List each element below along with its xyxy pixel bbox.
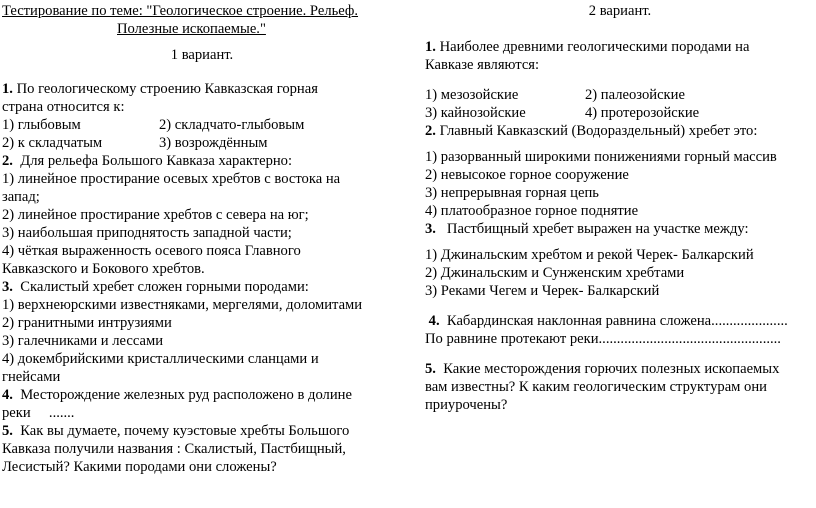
- v2-question-2: [425, 122, 815, 220]
- v2-q1-options-row-1: [425, 86, 815, 104]
- v1-q1-text-2: страна относится к:: [2, 99, 125, 115]
- v1-q1-options-row-1: [2, 116, 402, 134]
- v2-q3-option: 2) Джинальским и Сунженским хребтами: [425, 265, 685, 281]
- v2-question-4: [425, 312, 815, 348]
- v1-q1-number: 1.: [2, 81, 13, 97]
- v2-question-1: [425, 38, 815, 122]
- v2-q1-number: 1.: [425, 39, 436, 55]
- v1-q3-option: 3) галечниками и лессами: [2, 333, 164, 349]
- v1-q5-text: Как вы думаете, почему куэстовые хребты Большого: [20, 423, 350, 439]
- v2-q3-option: 3) Реками Чегем и Черек- Балкарский: [425, 283, 660, 299]
- test-title-line-2: Полезные ископаемые.": [117, 21, 266, 37]
- v2-question-3: [425, 220, 815, 300]
- v2-q2-number: 2.: [425, 123, 436, 139]
- v1-q1-text-1: По геологическому строению Кавказская горная: [16, 81, 318, 97]
- v2-q1-text-2: Кавказе являются:: [425, 57, 540, 73]
- v1-q3-option: 4) докембрийскими кристаллическими сланцами и: [2, 351, 319, 367]
- v2-q5-text-3: приурочены?: [425, 397, 508, 413]
- v2-q3-number: 3.: [425, 221, 436, 237]
- v2-q4-number: 4.: [428, 313, 440, 329]
- v1-q2-option: 1) линейное простирание осевых хребтов с востока на: [2, 171, 341, 187]
- v2-q1-text: Наиболее древними геологическими породами на: [439, 39, 750, 55]
- v1-q2-number: 2.: [2, 153, 13, 169]
- v1-question-3: [2, 278, 402, 386]
- v2-q2-option: 1) разорванный широкими понижениями горный массив: [425, 149, 777, 165]
- v1-q4-text: Месторождение железных руд расположено в долине: [20, 387, 352, 403]
- v2-q1-option: 3) кайнозойские: [425, 105, 526, 121]
- v2-q5-text: Какие месторождения горючих полезных ископаемых: [443, 361, 780, 377]
- v1-question-5: [2, 422, 402, 476]
- v2-q1-option: 1) мезозойские: [425, 87, 519, 103]
- v1-q3-option: 2) гранитными интрузиями: [2, 315, 172, 331]
- v2-q2-option: 4) платообразное горное поднятие: [425, 203, 639, 219]
- variant-2-column: [425, 0, 815, 414]
- v2-q4-text: Кабардинская наклонная равнина сложена.....................: [446, 313, 788, 329]
- variant-1-column: [2, 0, 402, 476]
- v1-q5-text-2: Кавказа получили названия : Скалистый, Пастбищный,: [2, 441, 346, 457]
- v1-q4-number: 4.: [2, 387, 13, 403]
- v1-q3-option: гнейсами: [2, 369, 61, 385]
- v1-question-2: [2, 152, 402, 278]
- v1-q3-option: 1) верхнеюрскими известняками, мергелями, доломитами: [2, 297, 363, 313]
- v2-q2-option: 3) непрерывная горная цепь: [425, 185, 599, 201]
- v1-question-4: [2, 386, 402, 422]
- v1-q2-option: запад;: [2, 189, 40, 205]
- v1-q2-option: 3) наибольшая приподнятость западной части;: [2, 225, 292, 241]
- v2-q2-option: 2) невысокое горное сооружение: [425, 167, 629, 183]
- v2-q2-text: Главный Кавказский (Водораздельный) хребет это:: [439, 123, 758, 139]
- v2-q1-options-row-2: [425, 104, 815, 122]
- v2-q4-text-2: По равнине протекают реки..................................................: [425, 331, 781, 347]
- v1-q3-number: 3.: [2, 279, 13, 295]
- v2-question-5: [425, 360, 815, 414]
- v1-q2-option: Кавказского и Бокового хребтов.: [2, 261, 205, 277]
- v1-q5-number: 5.: [2, 423, 13, 439]
- v2-q5-number: 5.: [425, 361, 436, 377]
- v1-q2-text: Для рельефа Большого Кавказа характерно:: [20, 153, 293, 169]
- v2-q3-text: Пастбищный хребет выражен на участке между:: [446, 221, 749, 237]
- v1-q1-option: 2) складчато-глыбовым: [159, 117, 305, 133]
- variant-2-heading: 2 вариант.: [588, 3, 652, 19]
- v1-q2-option: 2) линейное простирание хребтов с севера на юг;: [2, 207, 309, 223]
- v1-q1-option: 2) к складчатым: [2, 135, 103, 151]
- test-title-line-1: Тестирование по теме: "Геологическое строение. Рельеф.: [2, 3, 359, 19]
- v2-q3-option: 1) Джинальским хребтом и рекой Черек- Балкарский: [425, 247, 754, 263]
- v1-q1-options-row-2: [2, 134, 402, 152]
- v1-q4-answer-blank: реки .......: [2, 405, 75, 421]
- v1-q3-text: Скалистый хребет сложен горными породами:: [20, 279, 309, 295]
- variant-1-heading: 1 вариант.: [170, 47, 234, 63]
- v1-q1-option: 1) глыбовым: [2, 117, 81, 133]
- v1-q1-option: 3) возрождённым: [159, 135, 268, 151]
- v2-q1-option: 2) палеозойские: [585, 87, 685, 103]
- v1-question-1: [2, 80, 402, 152]
- v1-q2-option: 4) чёткая выраженность осевого пояса Главного: [2, 243, 301, 259]
- v2-q5-text-2: вам известны? К каким геологическим структурам они: [425, 379, 767, 395]
- v1-q5-text-3: Лесистый? Какими породами они сложены?: [2, 459, 277, 475]
- v2-q1-option: 4) протерозойские: [585, 105, 700, 121]
